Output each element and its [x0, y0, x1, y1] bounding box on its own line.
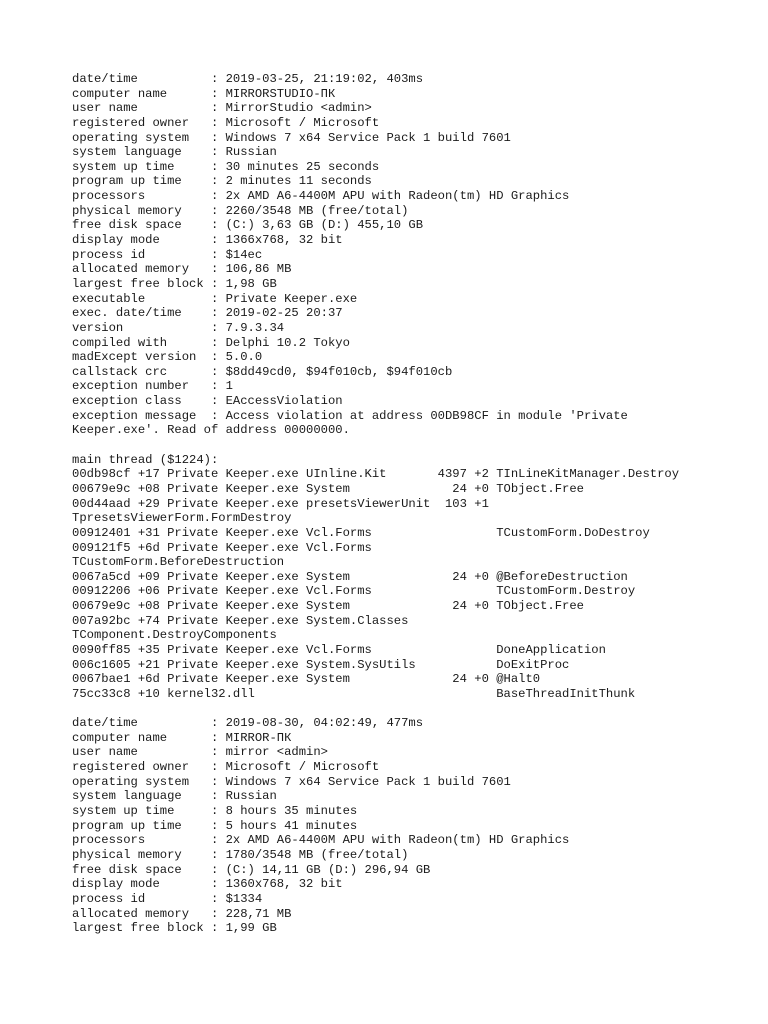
bug-report-text [72, 72, 679, 936]
report-line: 006c1605 +21 Private Keeper.exe System.SysUtils DoExitProc [72, 657, 570, 672]
report-line: free disk space : (C:) 3,63 GB (D:) 455,10 GB [72, 218, 424, 233]
report-line: process id : $14ec [72, 247, 263, 262]
report-line: program up time : 5 hours 41 minutes [72, 818, 358, 833]
report-line: largest free block : 1,98 GB [72, 276, 277, 291]
report-line: system up time : 30 minutes 25 seconds [72, 159, 380, 174]
report-line: 0090ff85 +35 Private Keeper.exe Vcl.Forms DoneApplication [72, 642, 606, 657]
report-line: computer name : MIRROR-ПК [72, 730, 292, 745]
report-line: allocated memory : 228,71 MB [72, 906, 292, 921]
report-line: largest free block : 1,99 GB [72, 921, 277, 936]
report-line: display mode : 1366x768, 32 bit [72, 233, 343, 248]
report-line: processors : 2x AMD A6-4400M APU with Radeon(tm) HD Graphics [72, 833, 570, 848]
report-line: 00db98cf +17 Private Keeper.exe UInline.Kit 4397 +2 TInLineKitManager.Destroy [72, 467, 680, 482]
report-line: exec. date/time : 2019-02-25 20:37 [72, 306, 343, 321]
report-line: exception message : Access violation at address 00DB98CF in module 'Private [72, 408, 628, 423]
report-line: allocated memory : 106,86 MB [72, 262, 292, 277]
report-line: process id : $1334 [72, 891, 263, 906]
report-line: TpresetsViewerForm.FormDestroy [72, 511, 292, 526]
report-line: display mode : 1360x768, 32 bit [72, 877, 343, 892]
report-line: operating system : Windows 7 x64 Service Pack 1 build 7601 [72, 774, 511, 789]
report-line: 0067bae1 +6d Private Keeper.exe System 24 +0 @Halt0 [72, 672, 541, 687]
report-line: compiled with : Delphi 10.2 Tokyo [72, 335, 350, 350]
report-line: program up time : 2 minutes 11 seconds [72, 174, 372, 189]
report-line: registered owner : Microsoft / Microsoft [72, 115, 380, 130]
report-line: user name : mirror <admin> [72, 745, 328, 760]
report-line: date/time : 2019-03-25, 21:19:02, 403ms [72, 72, 424, 86]
report-line: exception number : 1 [72, 379, 233, 394]
report-line: system language : Russian [72, 789, 277, 804]
report-line: 00912401 +31 Private Keeper.exe Vcl.Forms TCustomForm.DoDestroy [72, 525, 650, 540]
report-line: 00679e9c +08 Private Keeper.exe System 24 +0 TObject.Free [72, 481, 584, 496]
report-line: 00d44aad +29 Private Keeper.exe presetsViewerUnit 103 +1 [72, 496, 489, 511]
report-line: main thread ($1224): [72, 452, 219, 467]
report-line: madExcept version : 5.0.0 [72, 350, 263, 365]
report-line: exception class : EAccessViolation [72, 394, 343, 409]
report-line: 00679e9c +08 Private Keeper.exe System 24 +0 TObject.Free [72, 599, 584, 614]
report-line: operating system : Windows 7 x64 Service Pack 1 build 7601 [72, 130, 511, 145]
report-line: 0067a5cd +09 Private Keeper.exe System 24 +0 @BeforeDestruction [72, 569, 628, 584]
report-line [72, 702, 679, 717]
report-line: version : 7.9.3.34 [72, 320, 285, 335]
report-line: registered owner : Microsoft / Microsoft [72, 760, 380, 775]
report-line [72, 438, 679, 453]
report-line: date/time : 2019-08-30, 04:02:49, 477ms [72, 716, 424, 731]
report-line: physical memory : 2260/3548 MB (free/total) [72, 203, 409, 218]
report-line: 007a92bc +74 Private Keeper.exe System.Classes [72, 613, 409, 628]
report-line: 009121f5 +6d Private Keeper.exe Vcl.Forms [72, 540, 372, 555]
report-line: Keeper.exe'. Read of address 00000000. [72, 423, 350, 438]
report-line: free disk space : (C:) 14,11 GB (D:) 296,94 GB [72, 862, 431, 877]
report-line: user name : MirrorStudio <admin> [72, 101, 372, 116]
report-line: physical memory : 1780/3548 MB (free/total) [72, 847, 409, 862]
report-line: callstack crc : $8dd49cd0, $94f010cb, $94f010cb [72, 364, 453, 379]
report-line: computer name : MIRRORSTUDIO-ПК [72, 86, 336, 101]
report-line: 75cc33c8 +10 kernel32.dll BaseThreadInitThunk [72, 686, 636, 701]
report-line: processors : 2x AMD A6-4400M APU with Radeon(tm) HD Graphics [72, 189, 570, 204]
report-line: system language : Russian [72, 145, 277, 160]
report-line: executable : Private Keeper.exe [72, 291, 358, 306]
report-line: TComponent.DestroyComponents [72, 628, 277, 643]
report-line: system up time : 8 hours 35 minutes [72, 804, 358, 819]
report-line: 00912206 +06 Private Keeper.exe Vcl.Forms TCustomForm.Destroy [72, 584, 636, 599]
report-line: TCustomForm.BeforeDestruction [72, 555, 285, 570]
